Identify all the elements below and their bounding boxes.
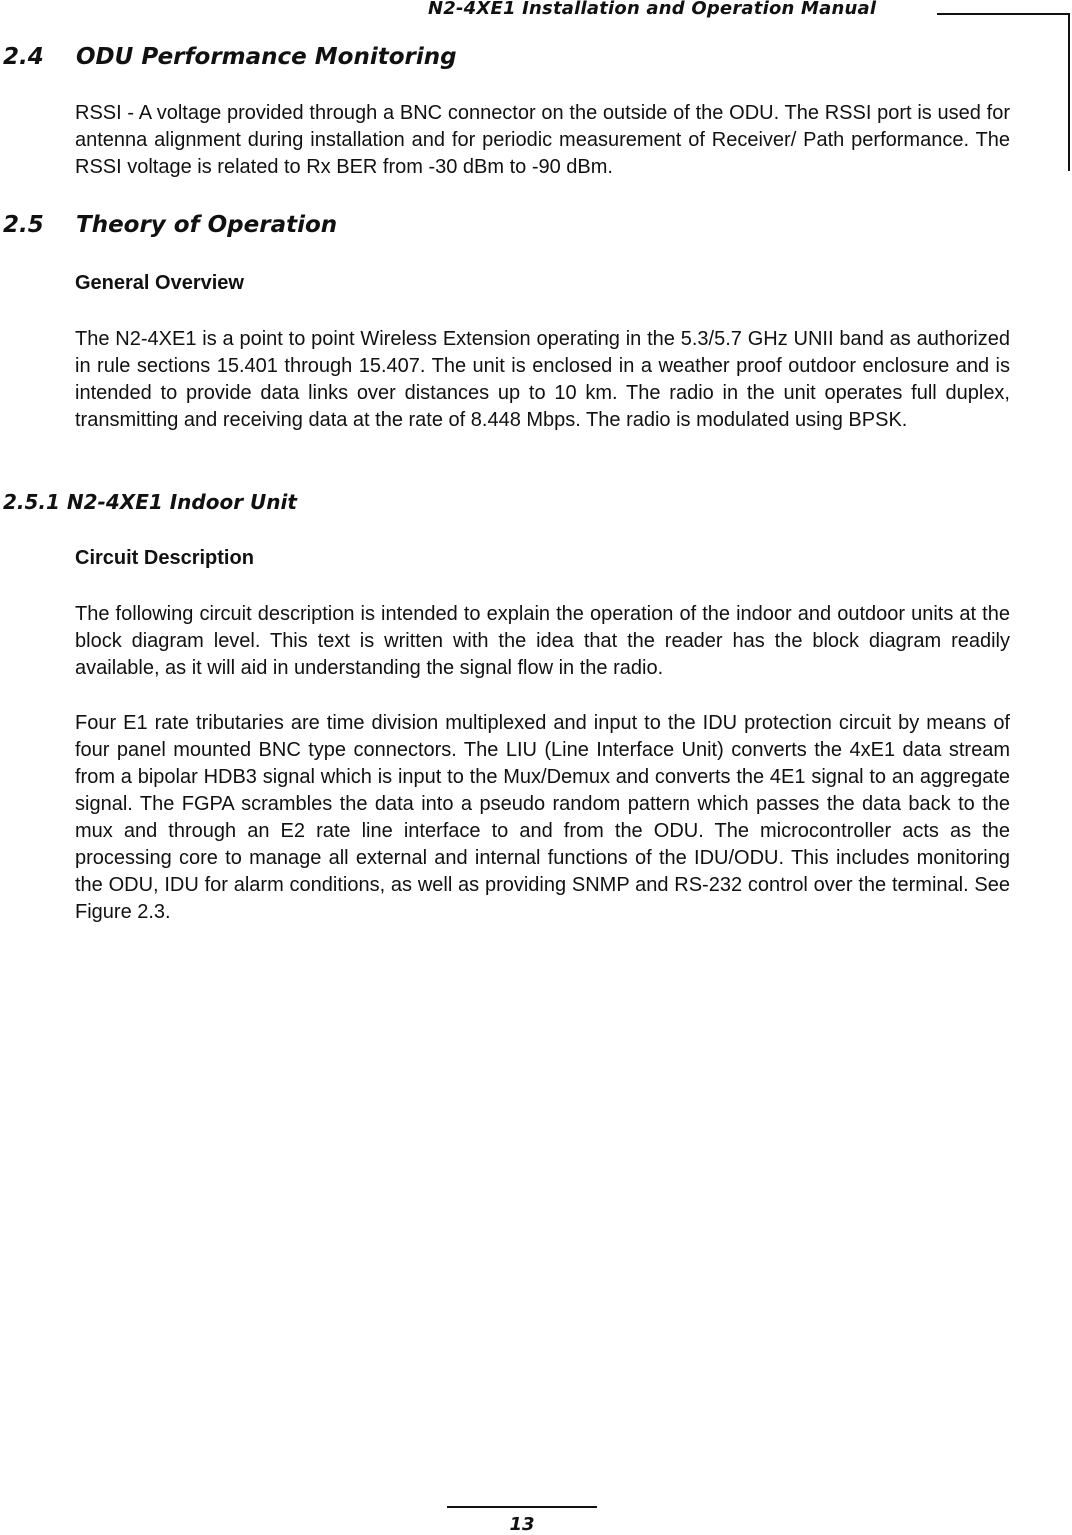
running-header: N2-4XE1 Installation and Operation Manual: [428, 0, 877, 19]
paragraph-circuit-detail: Four E1 rate tributaries are time division multiplexed and input to the IDU protection circuit by means of four panel mounted BNC type connectors. The LIU (Line Interface Unit) converts the 4xE1 data stream from a bipolar HDB3 signal which is input to the Mux/Demux and converts the 4E1 signal to an aggregate signal. The FGPA scrambles the data into a pseudo random pattern which passes the data back to the mux and through an E2 rate line interface to and from the ODU. The microcontroller acts as the processing core to manage all external and internal functions of the IDU/ODU. This includes monitoring the ODU, IDU for alarm conditions, as well as providing SNMP and RS-232 control over the terminal. See Figure 2.3.: [75, 712, 1010, 923]
section-heading-2-4: [3, 44, 457, 70]
footer-rule: [447, 1506, 597, 1508]
page-number: 13: [509, 1514, 535, 1535]
subsection-heading-2-5-1: 2.5.1 N2-4XE1 Indoor Unit: [3, 490, 297, 514]
header-rule-vertical: [1068, 13, 1070, 171]
subheading-circuit-description: Circuit Description: [75, 547, 254, 569]
paragraph-rssi: RSSI - A voltage provided through a BNC connector on the outside of the ODU. The RSSI port is used for antenna alignment during installation and for periodic measurement of Receiver/ Path performance. The RSSI voltage is related to Rx BER from -30 dBm to -90 dBm.: [75, 102, 1010, 178]
paragraph-overview: The N2-4XE1 is a point to point Wireless Extension operating in the 5.3/5.7 GHz UNII band as authorized in rule sections 15.401 through 15.407. The unit is enclosed in a weather proof outdoor enclosure and is intended to provide data links over distances up to 10 km. The radio in the unit operates full duplex, transmitting and receiving data at the rate of 8.448 Mbps. The radio is modulated using BPSK.: [75, 328, 1010, 431]
section-number: 2.4: [3, 44, 44, 70]
subheading-general-overview: General Overview: [75, 272, 244, 294]
header-rule-horizontal: [937, 13, 1070, 15]
section-number: 2.5: [3, 212, 44, 238]
paragraph-circuit-intro: The following circuit description is intended to explain the operation of the indoor and outdoor units at the block diagram level. This text is written with the idea that the reader has the block diagram readily available, as it will aid in understanding the signal flow in the radio.: [75, 603, 1010, 679]
section-heading-2-5: [3, 212, 337, 238]
section-title: Theory of Operation: [76, 212, 338, 238]
section-title: ODU Performance Monitoring: [76, 44, 457, 70]
